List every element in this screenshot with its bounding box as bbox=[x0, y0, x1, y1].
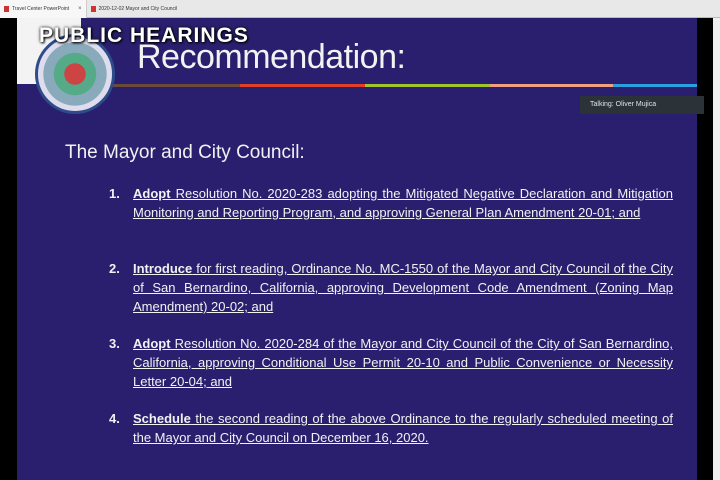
talking-indicator: Talking: Oliver Mujica bbox=[580, 96, 704, 114]
accent-line-green bbox=[365, 84, 490, 87]
accent-line-salmon bbox=[490, 84, 613, 87]
browser-tab-bar bbox=[0, 0, 720, 18]
pdf-icon bbox=[4, 6, 9, 12]
tab-council-meeting[interactable]: 2020-12-02 Mayor and City Council bbox=[87, 0, 182, 18]
accent-line-red bbox=[240, 84, 365, 87]
accent-line-brown bbox=[100, 84, 240, 87]
pdf-icon bbox=[91, 6, 96, 12]
slide-title: Recommendation: bbox=[137, 38, 406, 76]
recommendation-item: 2. Introduce for first reading, Ordinance No. MC-1550 of the Mayor and City Council of the City of San Bernardino, California, approving Development Code Amendment (Zoning Map Amendment) 20-02; and bbox=[109, 261, 673, 314]
recommendation-item: 4. Schedule the second reading of the above Ordinance to the regularly scheduled meeting of the Mayor and City Council on December 16, 2020. bbox=[109, 411, 673, 445]
recommendation-item: 3. Adopt Resolution No. 2020-284 of the Mayor and City Council of the City of San Bernardino, California, approving Conditional Use Permit 20-10 and Public Convenience or Necessity Letter 20-04; and bbox=[109, 336, 673, 389]
accent-line-blue bbox=[613, 84, 697, 87]
presentation-slide bbox=[17, 18, 697, 480]
slide-lead-text: The Mayor and City Council: bbox=[65, 142, 305, 163]
close-tab-button[interactable]: × bbox=[78, 5, 82, 12]
scrollbar[interactable] bbox=[713, 18, 720, 480]
public-hearings-banner: PUBLIC HEARINGS bbox=[39, 24, 249, 47]
recommendation-item: 1. Adopt Resolution No. 2020-283 adopting the Mitigated Negative Declaration and Mitigation Monitoring and Reporting Program, and approving General Plan Amendment 20-01; and bbox=[109, 186, 673, 220]
tab-powerpoint[interactable]: Travel Center PowerPoint × bbox=[0, 0, 87, 18]
